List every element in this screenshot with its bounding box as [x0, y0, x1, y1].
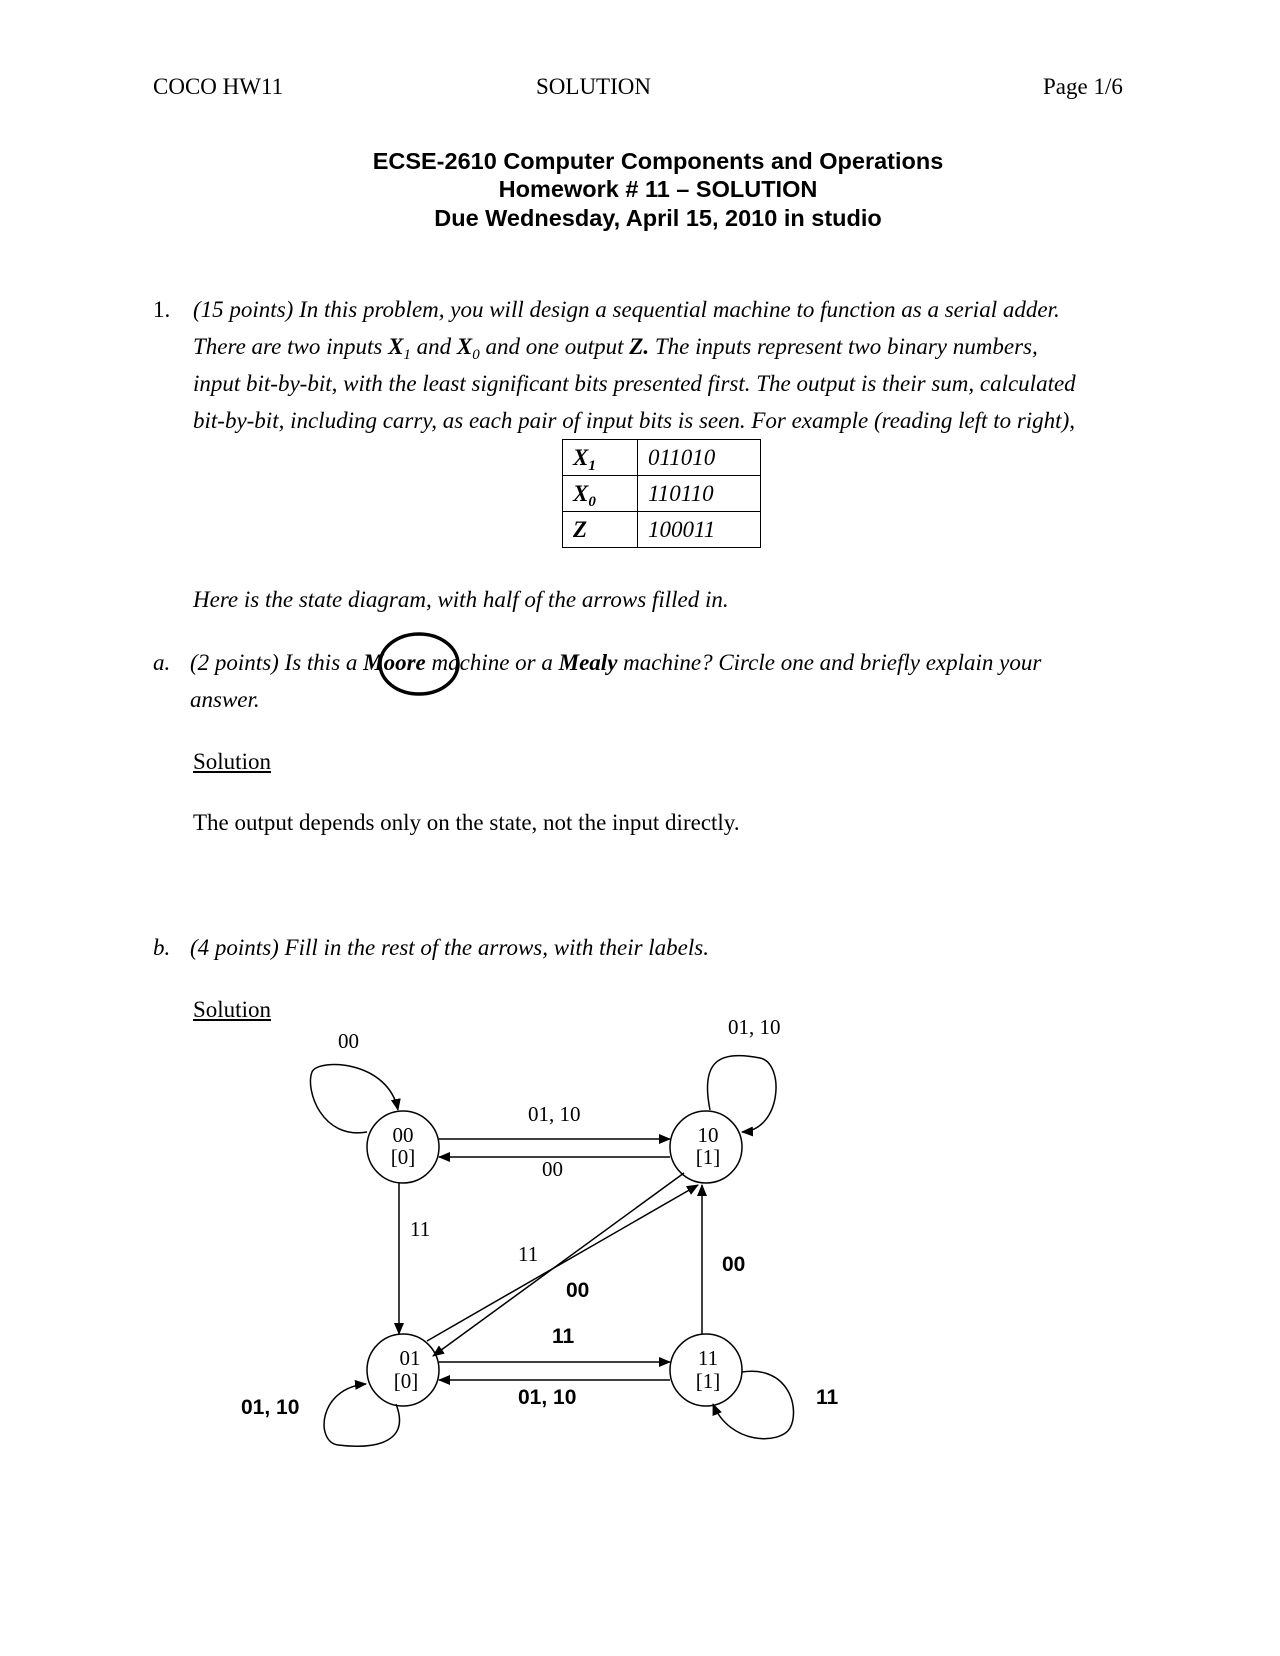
part-a-solution-label: Solution [193, 749, 271, 774]
state-10-output: [1] [695, 1145, 721, 1169]
part-a-question-end: answer. [190, 687, 260, 712]
label-11-to-01: 01, 10 [518, 1386, 577, 1409]
table-row: $X_0$ 110110 [563, 476, 761, 512]
title-course: ECSE-2610 Computer Components and Operations [372, 148, 944, 174]
title-due-date: Due Wednesday, April 15, 2010 in studio [434, 205, 882, 231]
label-00-to-10: 01, 10 [528, 1102, 581, 1126]
arrow-01-to-10 [427, 1185, 698, 1341]
problem-line-2: There are two inputs $X_1$ and $X_0$ and one output Z. The inputs represent two binary numbers, [193, 334, 1038, 363]
part-b-solution-label: Solution [193, 997, 271, 1022]
label-01-to-11: 11 [552, 1325, 575, 1348]
label-00-self: 00 [338, 1029, 359, 1053]
label-01-self: 01, 10 [241, 1396, 300, 1419]
part-a-answer: The output depends only on the state, not the input directly. [193, 810, 740, 835]
label-10-to-01: 00 [566, 1279, 590, 1302]
problem-line-3: input bit-by-bit, with the least significant bits presented first. The output is their sum, calculated [193, 371, 1076, 396]
table-row: Z 100011 [563, 512, 761, 548]
title-homework: Homework # 11 – SOLUTION [498, 176, 818, 202]
state-11-name: 11 [697, 1346, 719, 1370]
problem-points: (15 points) [193, 297, 294, 322]
label-01-to-10: 11 [518, 1242, 539, 1266]
problem-intro: In this problem, you will design a sequential machine to function as a serial adder. [299, 297, 1060, 322]
label-00-to-01: 11 [410, 1217, 431, 1241]
label-10-to-00: 00 [542, 1157, 563, 1181]
problem-number: 1. [153, 297, 171, 322]
header-left: COCO HW11 [153, 74, 284, 99]
label-11-to-10: 00 [722, 1253, 746, 1276]
diagram-note: Here is the state diagram, with half of the arrows filled in. [193, 587, 729, 612]
state-10-name: 10 [697, 1123, 719, 1147]
part-a-question: (2 points) Is this a Moore machine or a Mealy machine? Circle one and briefly explain your [190, 650, 1042, 675]
state-11-output: [1] [695, 1369, 721, 1393]
header-center: SOLUTION [536, 74, 651, 99]
mealy-option: Mealy [558, 650, 618, 675]
part-b-letter: b. [153, 935, 171, 960]
state-00-name: 00 [392, 1123, 414, 1147]
moore-option: Moore [363, 650, 426, 675]
part-b-question: (4 points) Fill in the rest of the arrows, with their labels. [190, 935, 709, 960]
problem-line-4: bit-by-bit, including carry, as each pair of input bits is seen. For example (reading left to right), [193, 408, 1075, 433]
label-11-self: 11 [816, 1386, 839, 1409]
label-10-self: 01, 10 [728, 1015, 781, 1039]
state-01-output: [0] [393, 1369, 419, 1393]
state-00-output: [0] [390, 1145, 416, 1169]
table-row: $X_1$ 011010 [563, 440, 761, 476]
state-01-name: 01 [399, 1346, 421, 1370]
header-right: Page 1/6 [1043, 74, 1123, 99]
part-a-letter: a. [153, 650, 171, 675]
